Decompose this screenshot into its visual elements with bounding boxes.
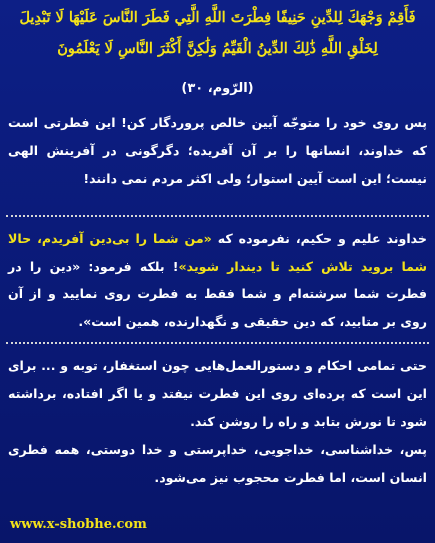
explanation-line-2: پس، خداشناسی، خداجویی، خداپرستی و خدا دوستی، همه فطری انسان است، اما فطرت محجوب نیز می‌شود. xyxy=(8,442,427,485)
dotted-divider xyxy=(6,342,429,344)
verse-line-1: فَأَقِمْ وَجْهَكَ لِلدِّينِ حَنِيفًا فِطْرَتَ اللَّهِ الَّتِي فَطَرَ النَّاسَ عَلَيْهَا لَا تَبْدِيلَ xyxy=(19,9,416,26)
explanation-paragraph xyxy=(8,352,427,492)
verse-reference: (الرّوم، ٣٠) xyxy=(181,81,254,96)
dotted-divider xyxy=(6,215,429,217)
quran-verse xyxy=(6,2,429,64)
hadith-rest: ! بلکه فرمود: «دین را در فطرت شما سرشته‌ام و شما فقط به فطرت روی نمایید و از آن روی بر متابید، که دین حقیقی و نگهدارنده، همین است». xyxy=(8,258,427,329)
website-link[interactable]: www.x-shobhe.com xyxy=(10,517,147,532)
verse-line-2: لِخَلْقِ اللَّهِ ذَٰلِكَ الدِّينُ الْقَيِّمُ وَلَٰكِنَّ أَكْثَرَ النَّاسِ لَا يَعْلَمُونَ xyxy=(57,40,378,57)
verse-translation: پس روی خود را متوجّه آیین خالص پروردگار کن! این فطرتی است که خداوند، انسانها را بر آن آفریده؛ دگرگونی در آفرینش الهی نیست؛ این است آیین استوار؛ ولی اکثر مردم نمی دانند! xyxy=(8,115,427,186)
explanation-line-1: حتی تمامی احکام و دستورالعمل‌هایی چون استغفار، توبه و ... برای این است که پرده‌ای روی این فطرت نیفتد و یا اگر افتاده، برداشته شود تا نورش بتابد و راه را روشن کند. xyxy=(8,358,427,429)
hadith-quote: «من شما را بی‌دین آفریدم، حالا شما بروید تلاش کنید تا دیندار شوید» xyxy=(8,231,427,274)
hadith-intro: خداوند علیم و حکیم، نفرموده که xyxy=(217,231,428,246)
hadith-paragraph xyxy=(8,225,427,335)
